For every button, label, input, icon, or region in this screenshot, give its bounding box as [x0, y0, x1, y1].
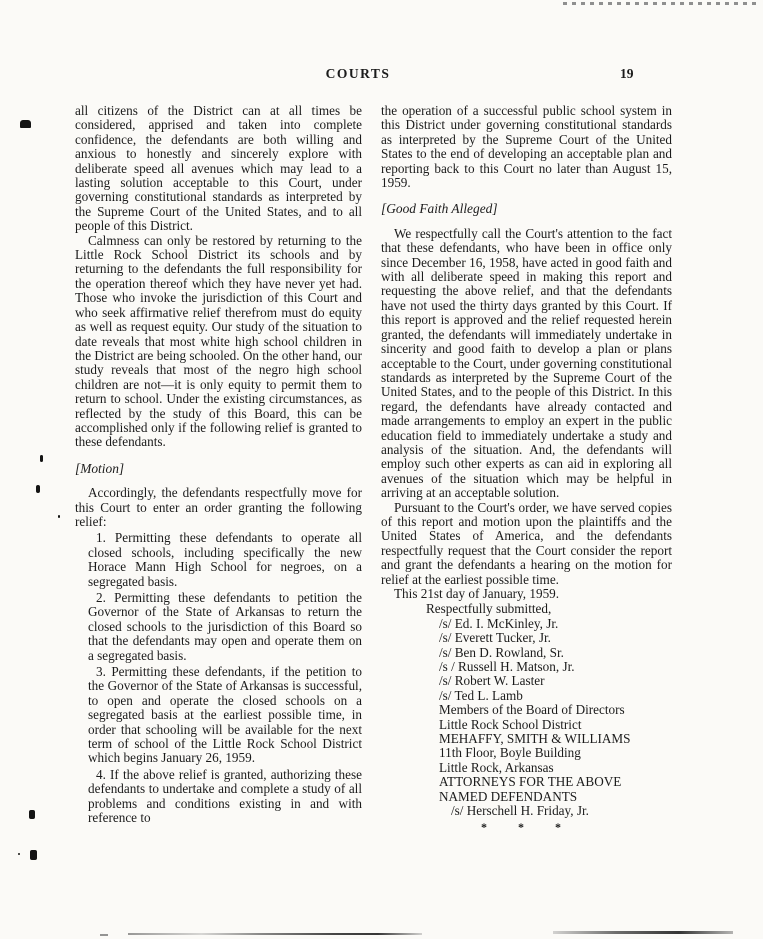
signature-line: /s/ Ed. I. McKinley, Jr. [439, 615, 559, 631]
ink-speck [20, 120, 31, 128]
affiliation-line: NAMED DEFENDANTS [439, 788, 578, 804]
page-title: COURTS [325, 66, 391, 81]
affiliation-line: Members of the Board of Directors [439, 702, 625, 718]
ink-speck [18, 853, 20, 855]
left-column [75, 104, 362, 826]
affiliation-line: MEHAFFY, SMITH & WILLIAMS [439, 731, 631, 747]
paragraph-calmness: Calmness can only be restored by returning to the Little Rock School District its schools and by returning to the defendants the full responsibility for the operation thereof which they have never yet had. Those who invoke the jurisdiction of this Court and who seek affirmative relief therefrom must do equity as well as request equity. Our study of the situation to date reveals that most white high school children in the District are being schooled. On the other hand, our study reveals that most of the negro high school children are not—it is only equity to permit them to return to school. Under the existing circumstances, as reflected by the study of this Board, this can be accomplished only if the following relief is granted to these defendants. [75, 232, 362, 450]
page-number: 19 [620, 66, 634, 81]
end-of-section-asterisks: * * * [481, 819, 575, 834]
ink-speck [58, 515, 60, 518]
affiliation-line: Little Rock School District [439, 716, 582, 732]
ink-speck [40, 455, 43, 462]
relief-item: 1. Permitting these defendants to operate all closed schools, including specifically the new Horace Mann High School for negroes, on a segregated basis. [88, 530, 362, 589]
ink-speck [36, 485, 40, 493]
affiliation-line: ATTORNEYS FOR THE ABOVE [439, 774, 622, 790]
relief-item: 4. If the above relief is granted, authorizing these defendants to undertake and complete a study of all problems and conditions existing in and with reference to [88, 766, 362, 826]
right-column [381, 104, 672, 834]
paragraph-date: This 21st day of January, 1959. [394, 586, 560, 601]
bottom-scratch-artifact [100, 934, 108, 936]
affiliation-line: 11th Floor, Boyle Building [439, 745, 581, 761]
ink-speck [30, 850, 37, 860]
relief-item: 2. Permitting these defendants to petition the Governor of the State of Arkansas to return the closed schools to the jurisdiction of this Board so that the defendants may open and operate them on a segregated basis. [88, 590, 362, 663]
top-dotted-scan-artifact [563, 2, 761, 5]
section-heading-good-faith: [Good Faith Alleged] [381, 201, 498, 217]
ink-speck [29, 810, 35, 819]
relief-item: 3. Permitting these defendants, if the petition to the Governor of the State of Arkansas is successful, to open and operate the closed schools on a segregated basis at the earliest possible time, in order that schooling will be available for the next term of school of the Little Rock School District which begins January 26, 1959. [88, 664, 362, 766]
bottom-scratch-artifact [553, 931, 733, 934]
signature-block [381, 602, 672, 834]
paragraph-accordingly: Accordingly, the defendants respectfully move for this Court to enter an order granting the following relief: [75, 485, 362, 529]
signature-line: /s/ Ted L. Lamb [439, 687, 523, 703]
signature-line: /s/ Everett Tucker, Jr. [439, 630, 551, 646]
signature-line-final: /s/ Herschell H. Friday, Jr. [451, 803, 589, 819]
signature-line: /s / Russell H. Matson, Jr. [439, 659, 575, 675]
section-heading-motion: [Motion] [75, 460, 125, 476]
paragraph-pursuant: Pursuant to the Court's order, we have served copies of this report and motion upon the plaintiffs and the United States of America, and the defendants respectfully request that the Court consider the report and grant the defendants a hearing on the motion for relief at the earliest possible time. [381, 499, 672, 587]
signature-submitted: Respectfully submitted, [426, 601, 552, 617]
signature-line: /s/ Robert W. Laster [439, 673, 545, 689]
signature-line: /s/ Ben D. Rowland, Sr. [439, 644, 564, 660]
paragraph-continuation: the operation of a successful public school system in this District under governing constitutional standards as interpreted by the Supreme Court of the United States to the end of developing an acceptable plan and reporting back to this Court no later than August 15, 1959. [381, 103, 672, 191]
affiliation-line: Little Rock, Arkansas [439, 759, 554, 775]
paragraph-continuation: all citizens of the District can at all times be considered, apprised and taken into complete confidence, the defendants are both willing and anxious to honestly and sincerely explore with deliberate speed all avenues which may lead to a lasting solution acceptable to this Court, under governing constitutional standards as interpreted by the Supreme Court of the United States, and to all people of this District. [75, 103, 362, 234]
paragraph-good-faith: We respectfully call the Court's attention to the fact that these defendants, who have been in office only since December 16, 1958, have acted in good faith and with all deliberate speed in making this report and requesting the above relief, and that the defendants have not used the thirty days granted by this Court. If this report is approved and the relief requested herein granted, the defendants will immediately undertake in sincerity and good faith to develop a plan or plans acceptable to the Court, under governing constitutional standards as interpreted by the Supreme Court of the United States, and to the people of this District. In this regard, the defendants have already contacted and made arrangements to employ an expert in the public education field to immediately undertake a study and analysis of the situation. And, the defendants will employ such other experts as can aid in exploring all avenues of the situation which may be helpful in arriving at an acceptable solution. [381, 225, 672, 501]
bottom-scratch-artifact [128, 933, 422, 935]
